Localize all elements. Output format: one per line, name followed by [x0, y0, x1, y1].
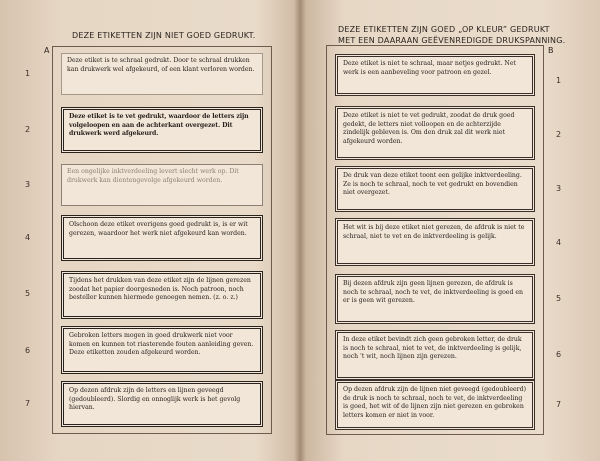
- right-row-3: [327, 164, 562, 214]
- left-label-3: Een ongelijke inktverdeeling levert slecht werk op. Dit drukwerk kan dientengevolge afgekeurd worden.: [61, 164, 263, 206]
- left-label-7: Op dezen afdruk zijn de letters en lijnen geveegd (gedoubleerd). Slordig en onnoglijk werk is het gevolg hiervan.: [61, 381, 263, 427]
- left-column-letter: A: [44, 46, 50, 55]
- right-label-1: Deze etiket is niet te schraal, maar netjes gedrukt. Net werk is een aanbeveling voor patroon en gezel.: [335, 54, 535, 96]
- left-row-4: [25, 213, 271, 263]
- right-row-7: [327, 378, 562, 432]
- left-label-frame: [25, 46, 272, 434]
- book-gutter: [294, 0, 306, 461]
- left-row-6: [25, 324, 271, 376]
- right-row-2: [327, 104, 562, 162]
- right-row-5: [327, 272, 562, 326]
- left-row-3: [25, 162, 271, 212]
- left-row-5: [25, 269, 271, 321]
- right-row-number: 2: [556, 130, 562, 139]
- right-label-2: Deze etiket is niet te vet gedrukt, zoodat de druk goed gedekt, de letters niet volloopen en de achterzijde zindelijk gebleven is. Om den druk zal dit werk niet afgekeurd worden.: [335, 106, 535, 160]
- left-label-1: Deze etiket is te schraal gedrukt. Door te schraal drukken kan drukwerk wel afgekeurd, of een klant verloren worden.: [61, 53, 263, 95]
- right-page-title: DEZE ETIKETTEN ZIJN GOED „OP KLEUR” GEDRUKT MET EEN DAARAAN GEËVENREDIGDE DRUKSPANNING.: [338, 25, 566, 45]
- right-column-letter: B: [548, 46, 554, 55]
- left-page-title: DEZE ETIKETTEN ZIJN NIET GOED GEDRUKT.: [72, 31, 256, 40]
- left-row-number: 7: [25, 399, 31, 408]
- left-label-2: Deze etiket is te vet gedrukt, waardoor de letters zijn volgeloopen en aan de achterkant overgezet. Dit drukwerk werd afgekeurd.: [61, 107, 263, 153]
- right-row-number: 6: [556, 350, 562, 359]
- right-row-1: [327, 50, 562, 96]
- right-label-7: Op dezen afdruk zijn de lijnen niet geveegd (gedoubleerd) de druk is noch te schraal, noch te vet, de inktverdeeling is goed, het wit of de lijnen zijn niet gerezen en gebroken letters komen er niet in voor.: [335, 380, 535, 430]
- left-row-7: [25, 379, 271, 429]
- right-label-3: De druk van deze etiket toont een gelijke inktverdeeling. Ze is noch te schraal, noch te vet gedrukt en bovendien niet overgezet.: [335, 166, 535, 212]
- left-row-number: 5: [25, 289, 31, 298]
- right-row-4: [327, 216, 562, 268]
- right-row-number: 1: [556, 76, 562, 85]
- right-page: [300, 0, 600, 461]
- left-row-number: 1: [25, 69, 31, 78]
- left-row-2: [25, 105, 271, 155]
- right-row-number: 3: [556, 184, 562, 193]
- right-label-frame: [326, 45, 562, 435]
- left-label-6: Gebroken letters mogen in goed drukwerk niet voor komen en kunnen tot riasterende fouten aanleiding geven. Deze etiketten zouden afgekeurd worden.: [61, 326, 263, 374]
- left-row-1: [25, 51, 271, 97]
- right-row-number: 4: [556, 238, 562, 247]
- left-label-4: Olschoon deze etiket overigens goed gedrukt is, is er wit gerezen, waardoor het werk niet afgekeurd kan worden.: [61, 215, 263, 261]
- right-row-number: 7: [556, 400, 562, 409]
- left-label-5: Tijdens het drukken van deze etiket zijn de lijnen gerezen zoodat het papier doorgesneden is. Noch patroon, noch besteller kunnen hiermede genoegen nemen. (z. o. z.): [61, 271, 263, 319]
- right-row-number: 5: [556, 294, 562, 303]
- left-row-number: 4: [25, 233, 31, 242]
- right-label-5: Bij dezen afdruk zijn geen lijnen gerezen, de afdruk is noch te schraal, noch te vet, de inktverdeeling is goed en er is geen wit gerezen.: [335, 274, 535, 324]
- right-row-6: [327, 328, 562, 382]
- left-row-number: 6: [25, 346, 31, 355]
- right-label-6: In deze etiket bevindt zich geen gebroken letter, de druk is noch te schraal, niet te vet, de inktverdeeling is gelijk, noch 't wit, noch lijnen zijn gerezen.: [335, 330, 535, 380]
- right-label-4: Het wit is bij deze etiket niet gerezen, de afdruk is niet te schraal, niet te vet en de inktverdeeling is gelijk.: [335, 218, 535, 266]
- left-row-number: 2: [25, 125, 31, 134]
- left-row-number: 3: [25, 180, 31, 189]
